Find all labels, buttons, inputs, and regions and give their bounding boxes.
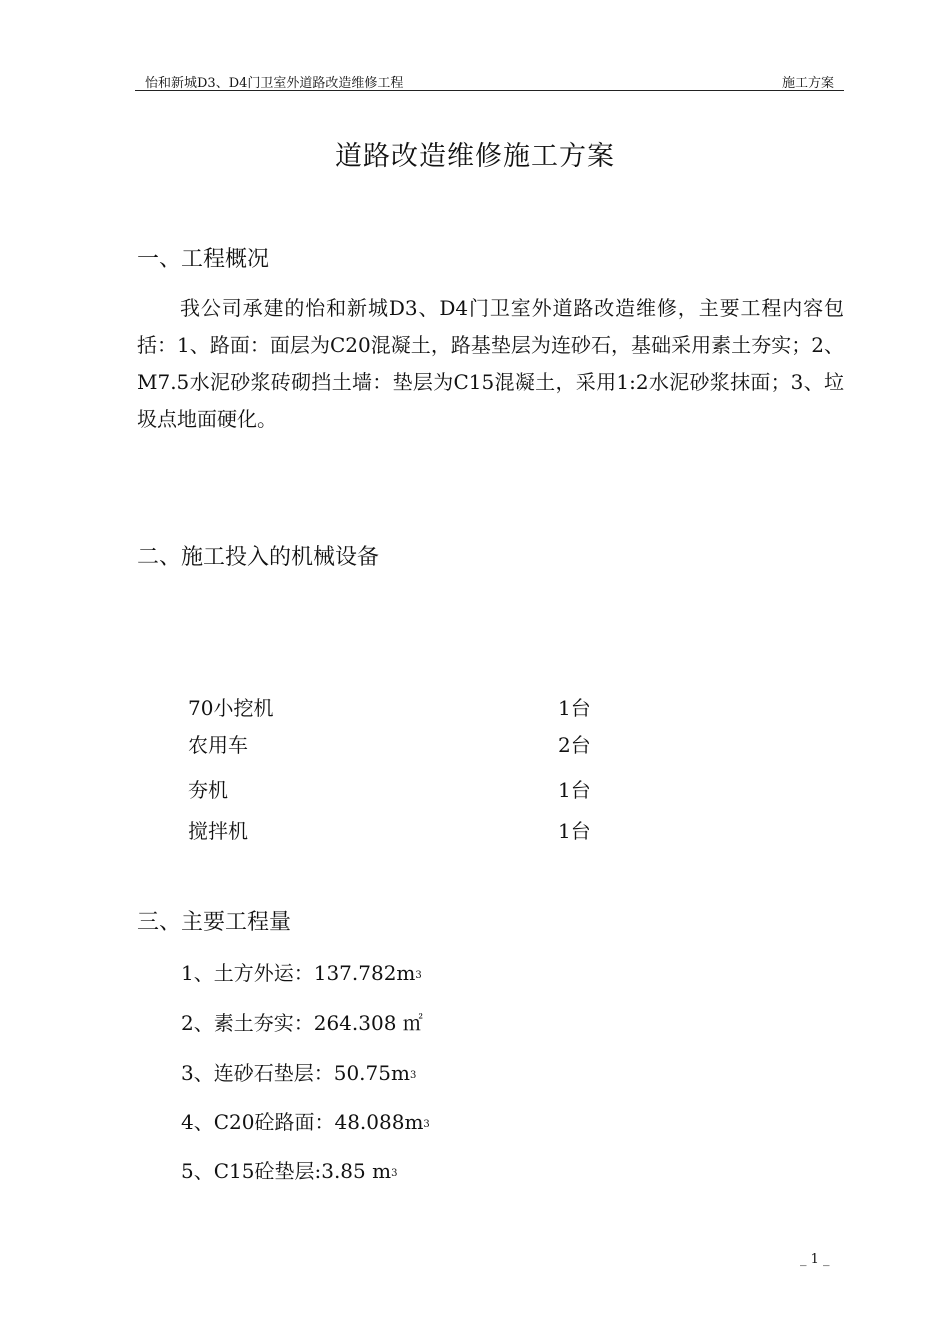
equipment-qty: 2台 xyxy=(558,733,591,757)
equipment-qty: 1台 xyxy=(558,778,591,802)
quantity-text: 2、素土夯实：264.308 ㎡ xyxy=(181,1011,423,1035)
unit-superscript: 3 xyxy=(409,1070,417,1081)
equipment-qty: 1台 xyxy=(558,819,591,843)
quantity-text: 5、C15砼垫层:3.85 m xyxy=(181,1159,392,1183)
section-2-heading: 二、施工投入的机械设备 xyxy=(137,545,380,570)
equipment-row xyxy=(188,692,591,721)
page-number: _ 1 _ xyxy=(800,1252,830,1267)
header-project-name: 怡和新城D3、D4门卫室外道路改造维修工程 xyxy=(145,76,404,91)
quantity-text: 1、土方外运：137.782m xyxy=(181,961,416,985)
quantity-item xyxy=(181,1106,430,1135)
unit-superscript: 3 xyxy=(423,1119,430,1130)
page-header xyxy=(135,70,844,91)
quantity-text: 3、连砂石垫层：50.75m xyxy=(181,1061,410,1085)
equipment-name: 70小挖机 xyxy=(188,696,274,720)
section-1-body xyxy=(137,290,844,438)
equipment-name: 农用车 xyxy=(188,733,248,757)
equipment-name: 夯机 xyxy=(188,778,228,802)
quantity-item xyxy=(181,1007,423,1036)
header-doc-type: 施工方案 xyxy=(781,76,834,91)
equipment-row xyxy=(188,729,591,758)
document-title: 道路改造维修施工方案 xyxy=(335,141,615,172)
unit-superscript: 3 xyxy=(391,1168,398,1179)
quantity-item xyxy=(181,957,422,986)
equipment-row xyxy=(188,815,591,844)
section-3-heading: 三、主要工程量 xyxy=(137,910,292,935)
quantity-item xyxy=(181,1155,397,1184)
section-1-paragraph: 我公司承建的怡和新城D3、D4门卫室外道路改造维修，主要工程内容包括：1、路面：面层为C20混凝土，路基垫层为连砂石，基础采用素土夯实；2、M7.5水泥砂浆砖砌挡土墙：垫层为C15混凝土，采用1:2水泥砂浆抹面；3、垃圾点地面硬化。 xyxy=(137,296,844,431)
section-1-heading: 一、工程概况 xyxy=(137,247,270,272)
equipment-name: 搅拌机 xyxy=(188,819,248,843)
unit-superscript: 3 xyxy=(415,970,422,981)
equipment-qty: 1台 xyxy=(558,696,591,720)
quantity-item xyxy=(181,1057,416,1086)
quantity-text: 4、C20砼路面：48.088m xyxy=(181,1110,424,1134)
equipment-row xyxy=(188,774,591,803)
